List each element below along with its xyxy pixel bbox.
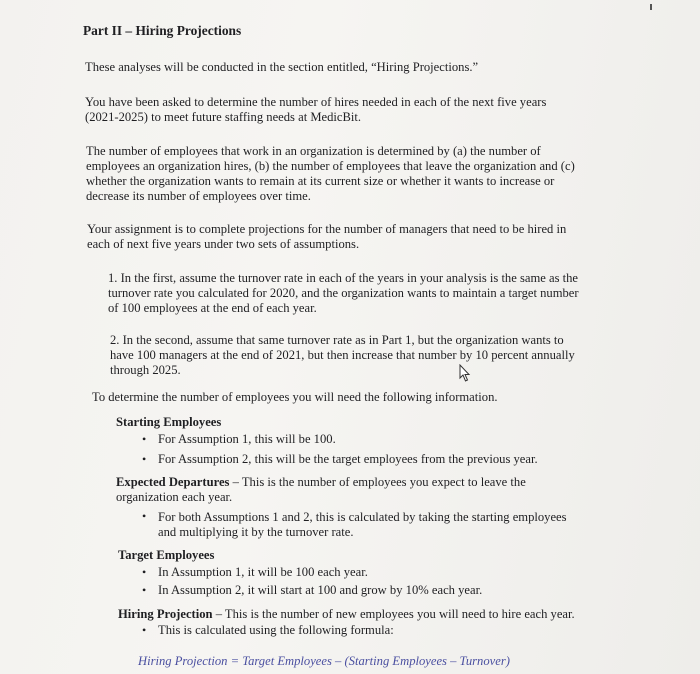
mouse-cursor-icon [456, 364, 472, 384]
target-bullet-1: In Assumption 1, it will be 100 each year. [158, 565, 368, 579]
p3-line-2: each of next five years under two sets of assumptions. [87, 237, 360, 251]
starting-bullet-1: For Assumption 1, this will be 100. [158, 432, 336, 446]
p1-line-2: (2021-2025) to meet future staffing needs at MedicBit. [85, 110, 362, 124]
p2-line-4: decrease its number of employees over time. [86, 189, 311, 203]
target-bullet-2: In Assumption 2, it will start at 100 and grow by 10% each year. [158, 583, 483, 597]
determine-text: To determine the number of employees you will need the following information. [92, 390, 498, 404]
departures-desc-2: organization each year. [116, 490, 233, 504]
departures-bullet-1: For both Assumptions 1 and 2, this is calculated by taking the starting employees [158, 510, 567, 524]
departures-desc-1: – This is the number of employees you expect to leave the [232, 475, 526, 489]
assumption1-line-1: 1. In the first, assume the turnover rate in each of the years in your analysis is the same as the [108, 271, 579, 285]
assumption1-line-3: of 100 employees at the end of each year. [108, 301, 317, 315]
hiring-formula: Hiring Projection = Target Employees – (Starting Employees – Turnover) [138, 654, 510, 668]
hiring-title: Hiring Projection [118, 607, 213, 621]
p1-line-1: You have been asked to determine the number of hires needed in each of the next five years [85, 95, 547, 109]
departures-line-1 [116, 475, 526, 490]
bullet-icon: • [142, 509, 147, 523]
starting-bullet-2: For Assumption 2, this will be the target employees from the previous year. [158, 452, 538, 466]
bullet-icon: • [142, 623, 147, 637]
hiring-line [118, 607, 575, 622]
bullet-icon: • [142, 583, 147, 597]
starting-employees-title: Starting Employees [116, 415, 222, 429]
assumption2-line-2: have 100 managers at the end of 2021, but then increase that number by 10 percent annually [110, 348, 575, 362]
bullet-icon: • [142, 565, 147, 579]
assumption1-line-2: turnover rate you calculated for 2020, and the organization wants to maintain a target number [108, 286, 579, 300]
hiring-bullet: This is calculated using the following formula: [158, 623, 394, 637]
hiring-desc: – This is the number of new employees you will need to hire each year. [215, 607, 575, 621]
section-heading: Part II – Hiring Projections [83, 23, 242, 38]
departures-title: Expected Departures [116, 475, 230, 489]
bullet-icon: • [142, 452, 147, 466]
assumption2-line-3: through 2025. [110, 363, 181, 377]
assumption2-line-1: 2. In the second, assume that same turnover rate as in Part 1, but the organization wants to [110, 333, 564, 347]
p2-line-1: The number of employees that work in an organization is determined by (a) the number of [86, 144, 541, 158]
departures-bullet-2: and multiplying it by the turnover rate. [158, 525, 354, 539]
intro-text: These analyses will be conducted in the section entitled, “Hiring Projections.” [85, 60, 479, 74]
bullet-icon: • [142, 432, 147, 446]
target-employees-title: Target Employees [118, 548, 215, 562]
p3-line-1: Your assignment is to complete projections for the number of managers that need to be hired in [87, 222, 567, 236]
p2-line-3: whether the organization wants to remain at its current size or whether it wants to increase or [86, 174, 555, 188]
edge-mark [650, 4, 652, 10]
p2-line-2: employees an organization hires, (b) the number of employees that leave the organization and (c) [86, 159, 575, 173]
